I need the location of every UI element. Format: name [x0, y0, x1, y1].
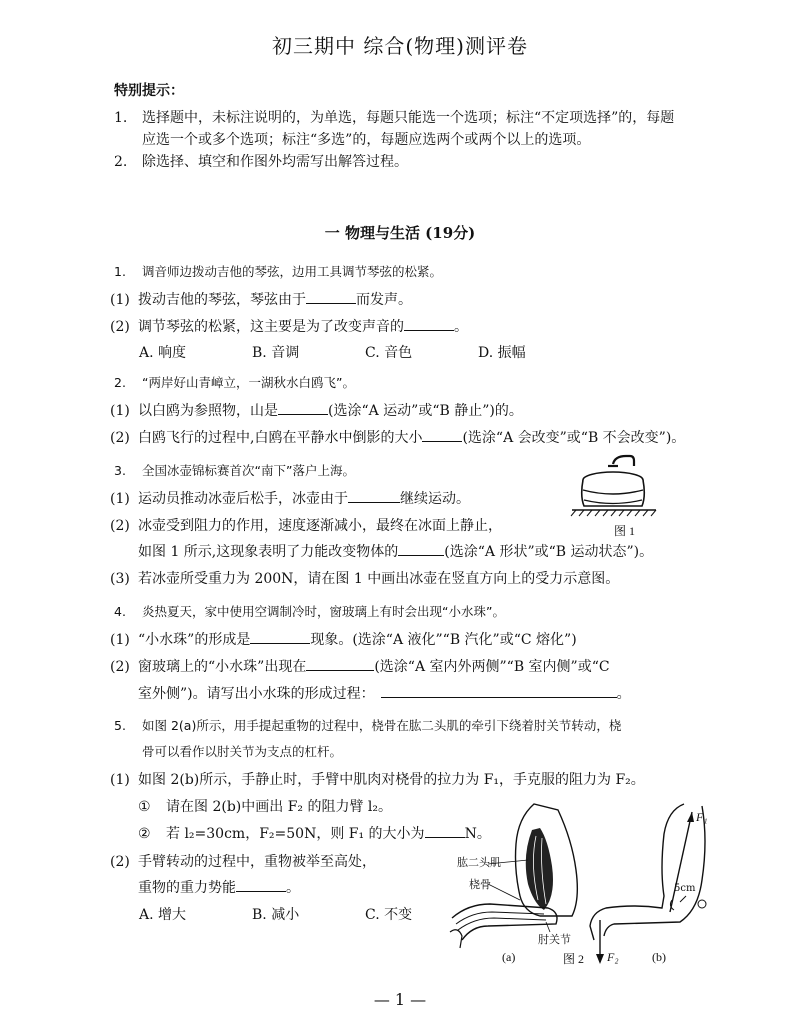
answer-blank[interactable] — [306, 289, 356, 304]
answer-blank[interactable] — [398, 541, 444, 556]
q1-part1 — [110, 289, 412, 309]
section-title: 一 物理与生活 (19分) — [324, 224, 476, 242]
label-f1: F₁ — [696, 810, 708, 824]
q3-part1 — [110, 488, 470, 508]
part-number: (1) — [110, 403, 130, 419]
part-text: 拨动吉他的琴弦，琴弦由于 — [138, 292, 306, 308]
part-text: (选涂“A 运动”或“B 静止”)的。 — [328, 403, 523, 419]
q5-part2-cont — [138, 877, 300, 897]
part-number: (1) — [110, 772, 130, 788]
part-text: (选涂“A 会改变”或“B 不会改变”)。 — [462, 430, 686, 446]
answer-blank[interactable] — [236, 877, 286, 892]
part-text: 。 — [616, 686, 631, 702]
part-text: 若冰壶所受重力为 200N，请在图 1 中画出冰壶在竖直方向上的受力示意图。 — [138, 571, 620, 587]
part-text: 手臂转动的过程中，重物被举至高处， — [138, 854, 376, 870]
figure-2-caption: 图 2 — [563, 952, 585, 966]
part-text: N。 — [464, 826, 491, 842]
q1-option-b[interactable]: B. 音调 — [252, 345, 300, 361]
answer-blank[interactable] — [404, 316, 454, 331]
part-number: (1) — [110, 491, 130, 507]
arm-figure-a — [448, 800, 588, 950]
part-number: (2) — [110, 319, 130, 335]
notice-heading: 特别提示： — [114, 83, 184, 99]
arm-figure-b — [584, 800, 734, 970]
part-number: (2) — [110, 854, 130, 870]
answer-blank[interactable] — [422, 427, 462, 442]
label-fig-b: (b) — [652, 950, 666, 964]
figure-1-caption: 图 1 — [614, 524, 636, 538]
question-number: 5. — [114, 718, 126, 733]
question-stem: 全国冰壶锦标赛首次“南下”落户上海。 — [142, 463, 355, 478]
q1-option-d[interactable]: D. 振幅 — [478, 345, 526, 361]
part-text: 继续运动。 — [400, 491, 470, 507]
answer-blank[interactable] — [278, 400, 328, 415]
answer-blank[interactable] — [348, 488, 400, 503]
notice-item-text: 除选择、填空和作图外均需写出解答过程。 — [142, 154, 408, 170]
q5-option-a[interactable]: A. 增大 — [139, 907, 187, 923]
notice-item-number: 2. — [114, 154, 128, 170]
part-text: 运动员推动冰壶后松手，冰壶由于 — [138, 491, 348, 507]
notice-item-2 — [114, 151, 408, 171]
question-stem: 调音师边拨动吉他的琴弦，边用工具调节琴弦的松紧。 — [142, 264, 443, 279]
answer-blank[interactable] — [381, 683, 617, 698]
notice-item-1 — [114, 107, 674, 127]
part-text: 。 — [286, 880, 300, 896]
q1-stem — [114, 262, 442, 280]
question-number: 1. — [114, 264, 126, 279]
part-text: (选涂“A 形状”或“B 运动状态”)。 — [444, 544, 654, 560]
part-number: (1) — [110, 632, 130, 648]
q2-stem — [114, 373, 355, 391]
label-biceps: 肱二头肌 — [457, 856, 501, 869]
answer-blank[interactable] — [250, 629, 310, 644]
q5-option-c[interactable]: C. 不变 — [365, 907, 413, 923]
q4-part2-cont — [138, 683, 631, 703]
notice-item-text: 选择题中，未标注说明的，为单选，每题只能选一个选项；标注“不定项选择”的，每题 — [142, 110, 675, 126]
q5-option-b[interactable]: B. 减小 — [252, 907, 300, 923]
label-elbow: 肘关节 — [538, 933, 571, 946]
q5-part2 — [110, 851, 376, 871]
part-number: (2) — [110, 518, 130, 534]
page-number: — 1 — — [373, 990, 427, 1009]
part-number: (1) — [110, 292, 130, 308]
part-number: (2) — [110, 659, 130, 675]
part-text: 如图 2(b)所示，手静止时，手臂中肌肉对桡骨的拉力为 F₁，手克服的阻力为 F₂。 — [138, 772, 645, 788]
question-number: 4. — [114, 604, 126, 619]
question-number: 2. — [114, 375, 126, 390]
label-distance: 5cm — [674, 883, 696, 894]
notice-item-number: 1. — [114, 110, 128, 126]
part-text: 以白鸥为参照物，山是 — [138, 403, 278, 419]
sub-number: ① — [138, 799, 151, 815]
part-text: 白鸥飞行的过程中,白鸥在平静水中倒影的大小 — [138, 430, 423, 446]
q4-part1 — [110, 629, 577, 649]
q5-sub1 — [138, 796, 392, 816]
part-text: (选涂“A 室内外两侧”“B 室内侧”或“C — [374, 659, 610, 675]
q2-part1 — [110, 400, 523, 420]
label-f2: F₂ — [607, 950, 619, 964]
q3-part3 — [110, 568, 619, 588]
part-text: 如图 1 所示,这现象表明了力能改变物体的 — [138, 544, 399, 560]
part-text: 若 l₂=30cm，F₂=50N，则 F₁ 的大小为 — [166, 826, 425, 842]
part-number: (2) — [110, 430, 130, 446]
q1-option-c[interactable]: C. 音色 — [365, 345, 413, 361]
part-text: 。 — [454, 319, 468, 335]
q5-sub2 — [138, 823, 491, 843]
q4-part2 — [110, 656, 610, 676]
part-text: 调节琴弦的松紧，这主要是为了改变声音的 — [138, 319, 404, 335]
label-fig-a: (a) — [502, 950, 516, 964]
q5-stem — [114, 716, 621, 734]
q3-stem — [114, 461, 355, 479]
q1-option-a[interactable]: A. 响度 — [139, 345, 187, 361]
part-number: (3) — [110, 571, 130, 587]
q4-stem — [114, 602, 505, 620]
answer-blank[interactable] — [306, 656, 374, 671]
part-text: 冰壶受到阻力的作用，速度逐渐减小，最终在冰面上静止， — [138, 518, 502, 534]
part-text: 而发声。 — [356, 292, 412, 308]
part-text: 现象。(选涂“A 液化”“B 汽化”或“C 熔化”) — [310, 632, 577, 648]
q3-part2 — [110, 515, 502, 535]
part-text: 窗玻璃上的“小水珠”出现在 — [138, 659, 307, 675]
part-text: “小水珠”的形成是 — [138, 632, 251, 648]
q1-part2 — [110, 316, 468, 336]
curling-stone-figure — [568, 452, 658, 542]
part-text: 重物的重力势能 — [138, 880, 236, 896]
question-stem: 如图 2(a)所示，用手提起重物的过程中，桡骨在肱二头肌的牵引下绕着肘关节转动，桡 — [142, 718, 622, 733]
notice-item-1-cont: 应选一个或多个选项；标注“多选”的，每题应选两个或两个以上的选项。 — [142, 132, 591, 148]
q3-part2-cont — [138, 541, 653, 561]
q2-part2 — [110, 427, 685, 447]
question-number: 3. — [114, 463, 126, 478]
question-stem: “两岸好山青嶂立，一湖秋水白鸥飞”。 — [142, 375, 355, 390]
part-text: 请在图 2(b)中画出 F₂ 的阻力臂 l₂。 — [166, 799, 393, 815]
sub-number: ② — [138, 826, 151, 842]
label-radius: 桡骨 — [469, 878, 491, 891]
q5-stem-cont: 骨可以看作以肘关节为支点的杠杆。 — [142, 744, 343, 759]
question-stem: 炎热夏天，家中使用空调制冷时，窗玻璃上有时会出现“小水珠”。 — [142, 604, 505, 619]
page-title: 初三期中 综合(物理)测评卷 — [272, 34, 528, 58]
q5-part1 — [110, 769, 645, 789]
part-text: 室外侧”)。请写出小水珠的形成过程： — [138, 686, 375, 702]
